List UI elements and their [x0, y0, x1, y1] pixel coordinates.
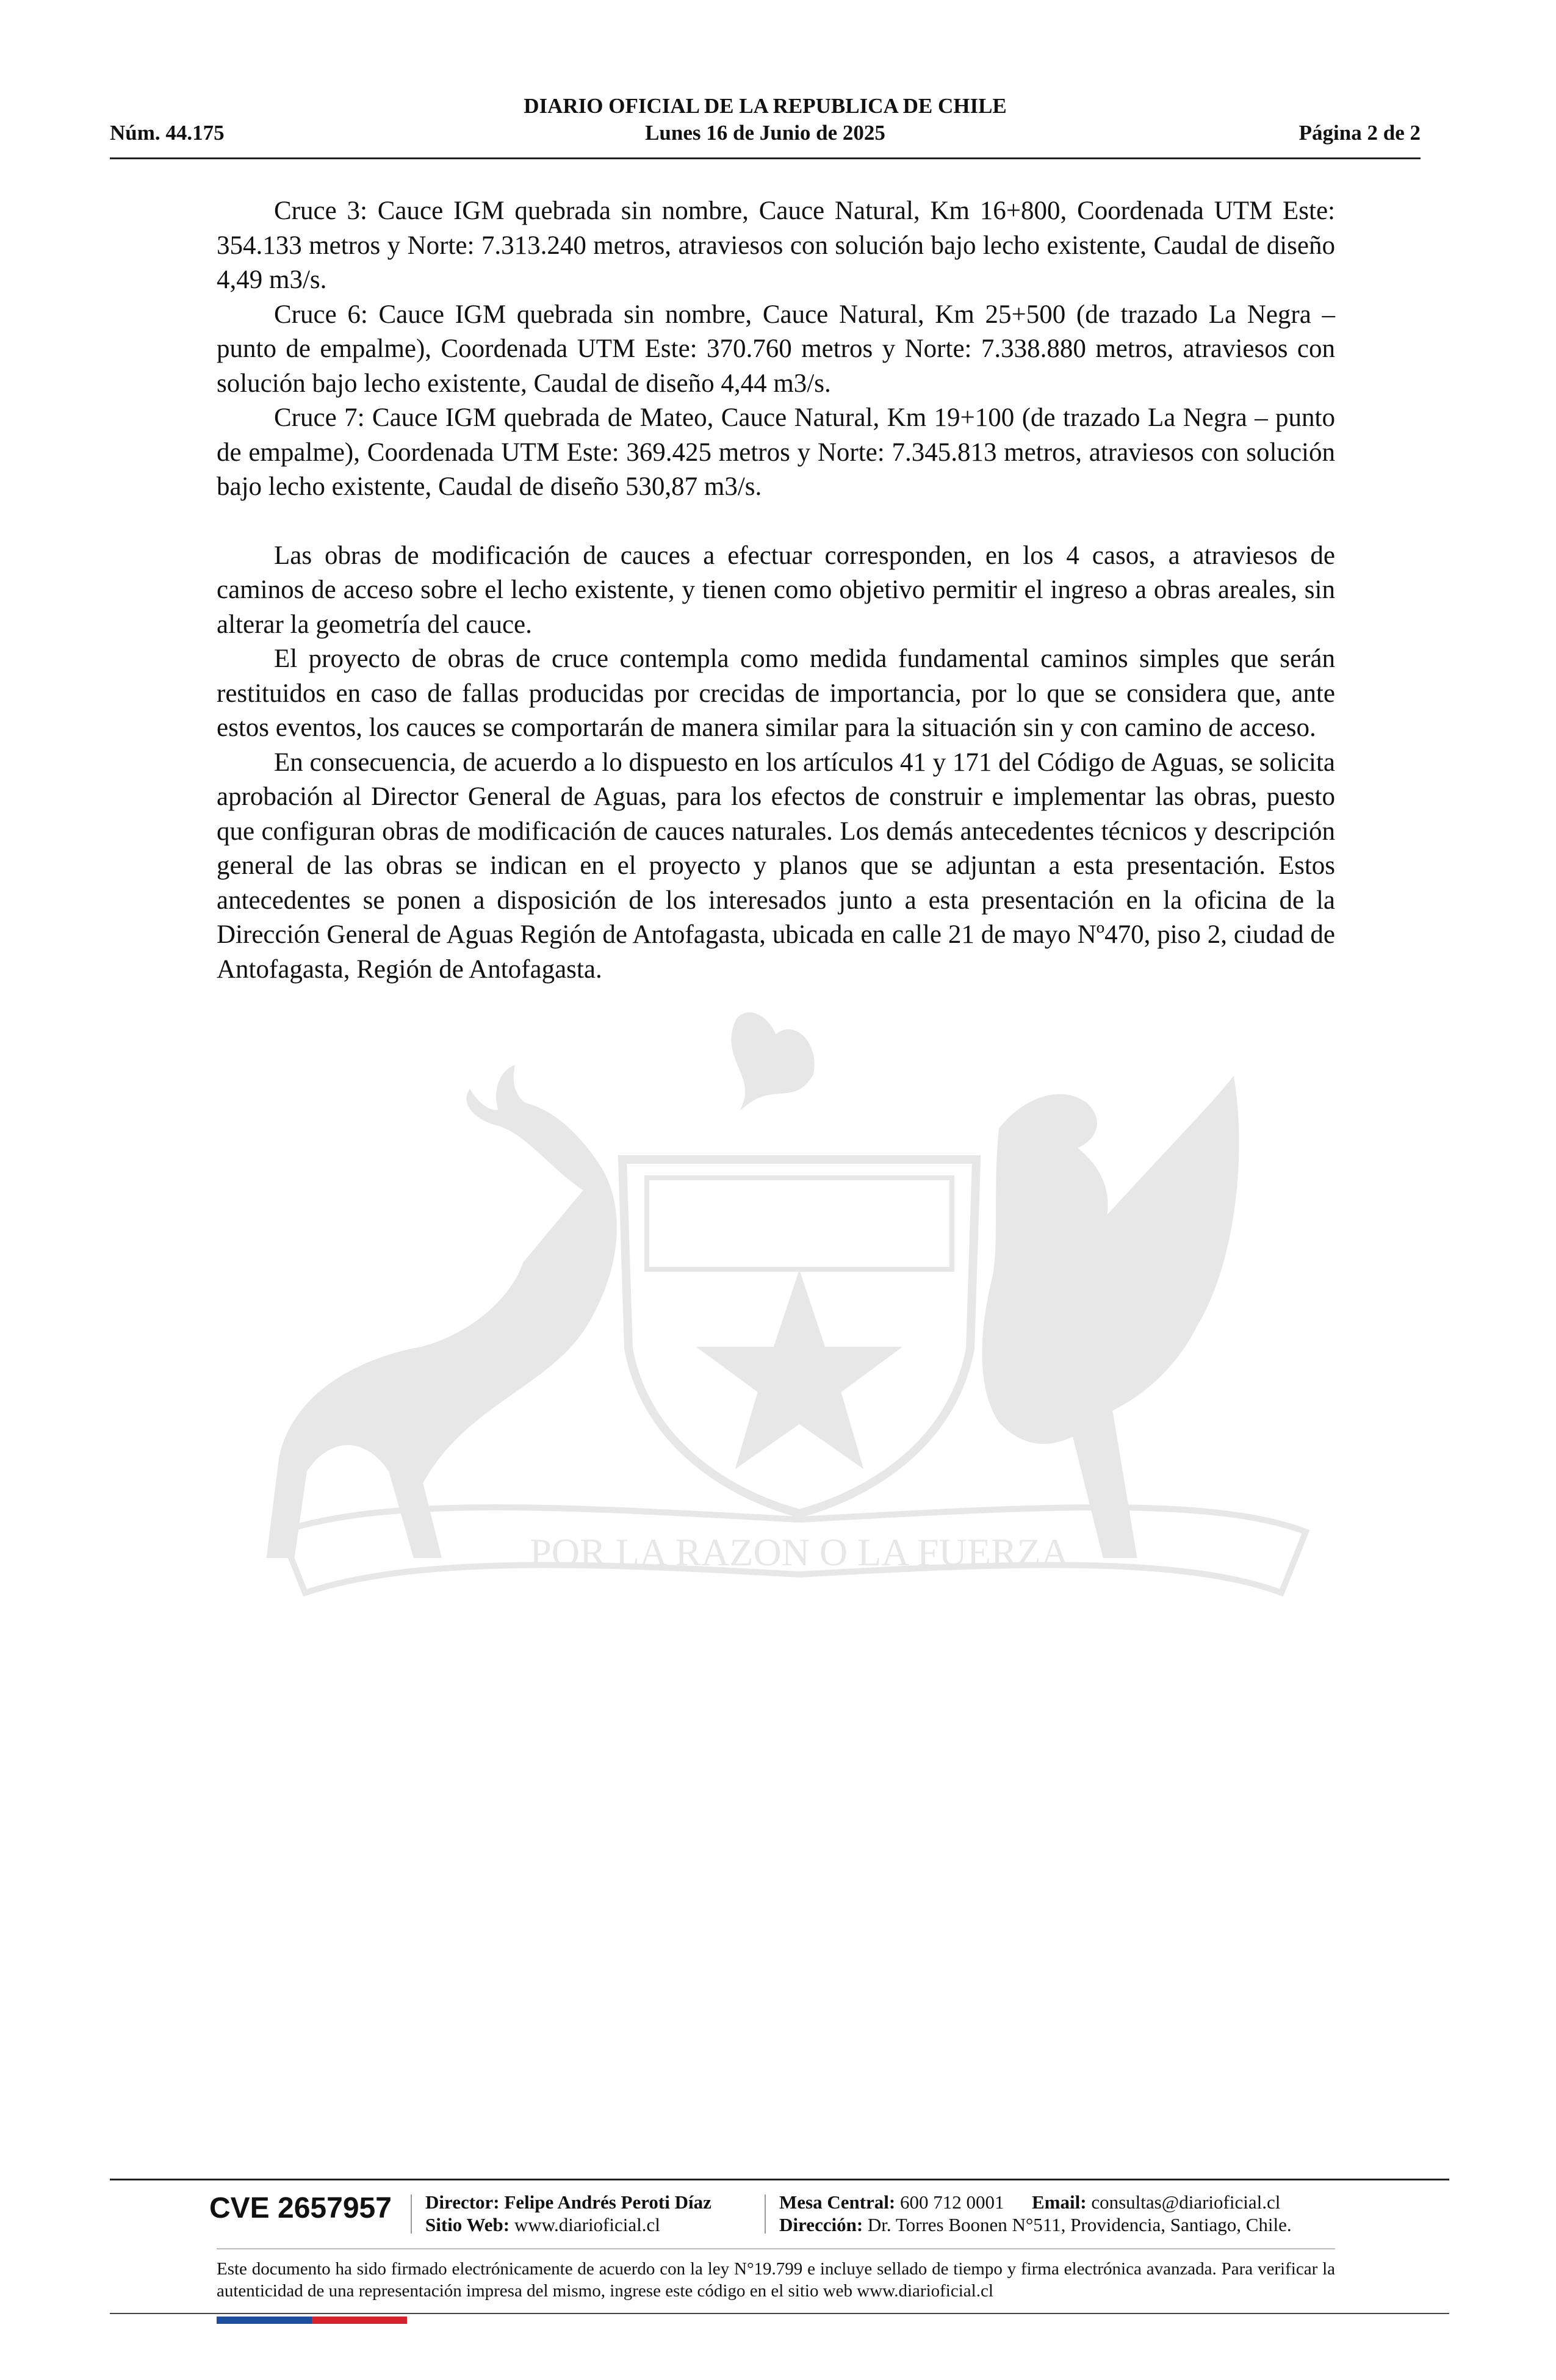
footer-divider	[765, 2194, 766, 2234]
paragraph-proyecto: El proyecto de obras de cruce contempla como medida fundamental caminos simples que serán restituidos en caso de fallas producidas por crecidas de importancia, por lo que se considera que, ante estos eventos, los cauces se comportarán de manera similar para la situación sin y con camino de acceso.	[217, 644, 1335, 742]
paragraph-consecuencia: En consecuencia, de acuerdo a lo dispuesto en los artículos 41 y 171 del Código de Aguas, se solicita aprobación al Director General de Aguas, para los efectos de construir e implementar las obras, puesto que configuran obras de modificación de cauces naturales. Los demás antecedentes técnicos y descripción general de las obras se indican en el proyecto y planos que se adjuntan a esta presentación. Estos antecedentes se ponen a disposición de los interesados junto a esta presentación en la oficina de la Dirección General de Aguas Región de Antofagasta, ubicada en calle 21 de mayo Nº470, piso 2, ciudad de Antofagasta, Región de Antofagasta.	[217, 748, 1335, 984]
flag-blue-segment	[217, 2317, 312, 2324]
flag-color-bar	[217, 2317, 407, 2324]
director-label: Director:	[425, 2191, 500, 2213]
paragraph-cruce-7: Cruce 7: Cauce IGM quebrada de Mateo, Cauce Natural, Km 19+100 (de trazado La Negra – punto de empalme), Coordenada UTM Este: 369.425 metros y Norte: 7.345.813 metros, atraviesos con solución bajo lecho existente, Caudal de diseño 530,87 m3/s.	[217, 403, 1335, 501]
footer-bottom-divider	[110, 2313, 1449, 2314]
address-label: Dirección:	[779, 2214, 863, 2235]
coat-of-arms-watermark-icon	[207, 1007, 1349, 1666]
page-header	[110, 93, 1421, 159]
publication-title: DIARIO OFICIAL DE LA REPUBLICA DE CHILE	[524, 94, 1007, 118]
web-link[interactable]: www.diarioficial.cl	[514, 2214, 660, 2235]
phone-label: Mesa Central:	[779, 2191, 896, 2213]
watermark-motto: POR LA RAZON O LA FUERZA	[530, 1531, 1069, 1574]
paragraph-cruce-3: Cruce 3: Cauce IGM quebrada sin nombre, Cauce Natural, Km 16+800, Coordenada UTM Este: 354.133 metros y Norte: 7.313.240 metros, atraviesos con solución bajo lecho existente, Caudal de diseño 4,49 m3/s.	[217, 197, 1335, 294]
footer-mid-divider	[217, 2248, 1335, 2249]
footer-top-divider	[110, 2179, 1449, 2180]
web-label: Sitio Web:	[425, 2214, 510, 2235]
issue-number: Núm. 44.175	[110, 121, 225, 145]
document-body	[217, 194, 1335, 987]
cve-code: CVE 2657957	[209, 2192, 392, 2224]
footer-contact-block	[779, 2191, 1292, 2236]
email-link[interactable]: consultas@diarioficial.cl	[1091, 2191, 1281, 2213]
address-value: Dr. Torres Boonen N°511, Providencia, Santiago, Chile.	[867, 2214, 1292, 2235]
email-label: Email:	[1032, 2191, 1087, 2213]
director-name: Felipe Andrés Peroti Díaz	[504, 2191, 711, 2213]
footer-director-block	[425, 2191, 711, 2236]
phone-value: 600 712 0001	[900, 2191, 1004, 2213]
paragraph-cruce-6: Cruce 6: Cauce IGM quebrada sin nombre, Cauce Natural, Km 25+500 (de trazado La Negra – punto de empalme), Coordenada UTM Este: 370.760 metros y Norte: 7.338.880 metros, atraviesos con solución bajo lecho existente, Caudal de diseño 4,44 m3/s.	[217, 300, 1335, 398]
page-number: Página 2 de 2	[1298, 121, 1421, 145]
footer-divider	[411, 2194, 412, 2234]
issue-date: Lunes 16 de Junio de 2025	[645, 121, 885, 145]
flag-red-segment	[312, 2317, 407, 2324]
signature-notice: Este documento ha sido firmado electrónicamente de acuerdo con la ley N°19.799 e incluye sellado de tiempo y firma electrónica avanzada. Para verificar la autenticidad de una representación impresa del mismo, ingrese este código en el sitio web www.diarioficial.cl	[217, 2259, 1335, 2301]
paragraph-obras: Las obras de modificación de cauces a efectuar corresponden, en los 4 casos, a atraviesos de caminos de acceso sobre el lecho existente, y tienen como objetivo permitir el ingreso a obras areales, sin alterar la geometría del cauce.	[217, 541, 1335, 639]
